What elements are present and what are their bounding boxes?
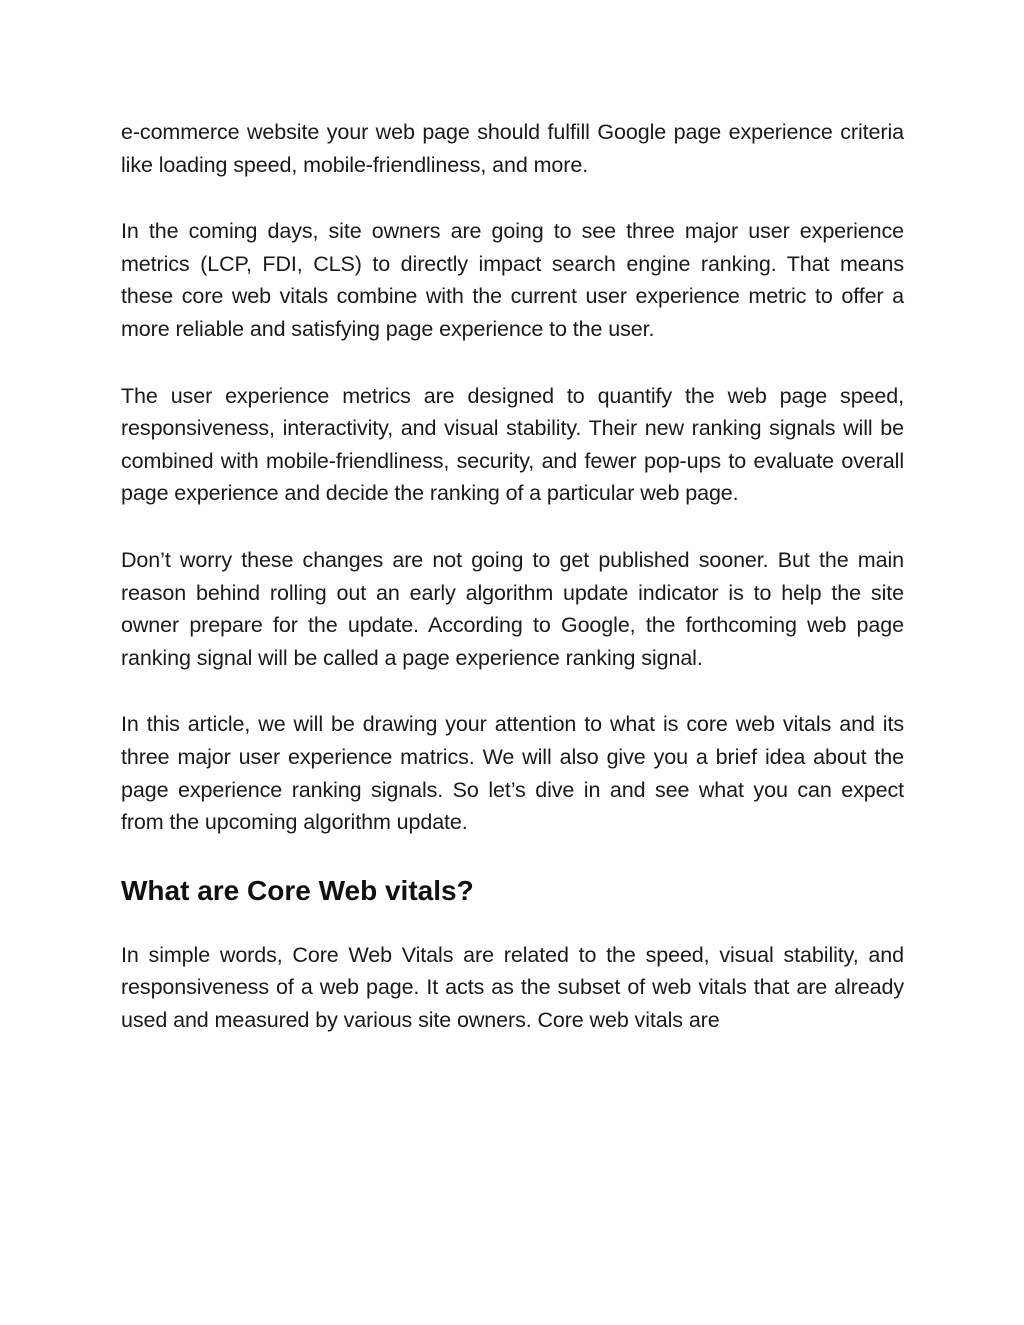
paragraph-changes-timing: Don’t worry these changes are not going to get published sooner. But the main reason behind rolling out an early algorithm update indicator is to help the site owner prepare for the update. According to Google, the forthcoming web page ranking signal will be called a page experience ranking signal.: [121, 547, 904, 670]
paragraph-article-overview: In this article, we will be drawing your attention to what is core web vitals and its three major user experience matrics. We will also give you a brief idea about the page experience ranking signals. So let’s dive in and see what you can expect from the upcoming algorithm update.: [121, 712, 904, 835]
paragraph-core-web-vitals-definition: In simple words, Core Web Vitals are related to the speed, visual stability, and responsiveness of a web page. It acts as the subset of web vitals that are already used and measured by various site owners. Core web vitals are: [121, 942, 904, 1032]
section-heading: What are Core Web vitals?: [121, 874, 474, 906]
document-page: [121, 116, 904, 1070]
paragraph-metrics-design: The user experience metrics are designed to quantify the web page speed, responsiveness, interactivity, and visual stability. Their new ranking signals will be combined with mobile-friendliness, security, and fewer pop-ups to evaluate overall page experience and decide the ranking of a particular web page.: [121, 383, 904, 506]
paragraph-intro-continuation: e-commerce website your web page should fulfill Google page experience criteria like loading speed, mobile-friendliness, and more.: [121, 120, 904, 177]
paragraph-ux-metrics: In the coming days, site owners are going to see three major user experience metrics (LCP, FDI, CLS) to directly impact search engine ranking. That means these core web vitals combine with the current user experience metric to offer a more reliable and satisfying page experience to the user.: [121, 219, 904, 341]
